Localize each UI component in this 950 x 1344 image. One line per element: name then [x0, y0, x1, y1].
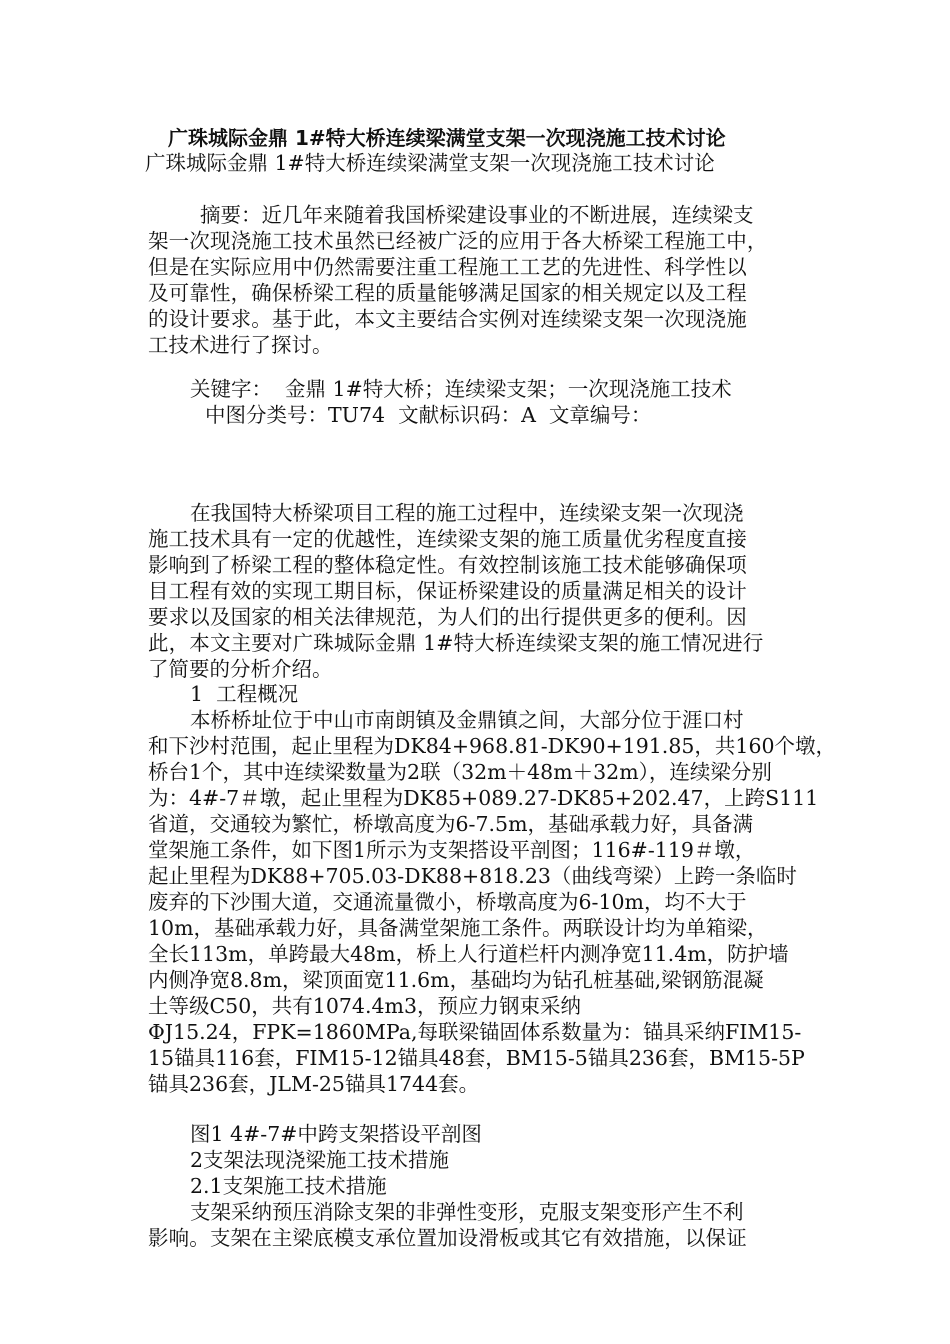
- paragraph-line: 了简要的分析介绍。: [148, 657, 333, 681]
- paragraph-line: 为：4#-7＃墩，起止里程为DK85+089.27-DK85+202.47，上跨S111: [148, 786, 819, 810]
- paragraph-line: 和下沙村范围，起止里程为DK84+968.81-DK90+191.85，共160个墩，: [148, 734, 837, 758]
- section-heading-2-1: 2.1支架施工技术措施: [190, 1174, 387, 1198]
- paragraph-line: 目工程有效的实现工期目标，保证桥梁建设的质量满足相关的设计: [148, 579, 747, 603]
- paragraph-line: 桥台1个，其中连续梁数量为2联（32m＋48m＋32m），连续梁分别: [148, 760, 772, 784]
- paragraph-line: 要求以及国家的相关法律规范，为人们的出行提供更多的便利。因: [148, 605, 747, 629]
- section-heading-1: 1 工程概况: [190, 682, 299, 706]
- paragraph-line: 15锚具116套，FIM15-12锚具48套，BM15-5锚具236套，BM15-5P: [148, 1046, 805, 1070]
- abstract-line: 但是在实际应用中仍然需要注重工程施工工艺的先进性、科学性以: [148, 255, 747, 279]
- document-title-bold: 广珠城际金鼎 1#特大桥连续梁满堂支架一次现浇施工技术讨论: [168, 126, 726, 150]
- paragraph-line: 全长113m，单跨最大48m，桥上人行道栏杆内测净宽11.4m，防护墙: [148, 942, 789, 966]
- paragraph-line: ΦJ15.24，FPK=1860MPa,每联梁锚固体系数量为：锚具采纳FIM15-: [148, 1020, 802, 1044]
- paragraph-line: 锚具236套，JLM-25锚具1744套。: [148, 1072, 480, 1096]
- paragraph-line: 10m，基础承载力好，具备满堂架施工条件。两联设计均为单箱梁，: [148, 916, 768, 940]
- paragraph-line: 省道，交通较为繁忙，桥墩高度为6-7.5m，基础承载力好，具备满: [148, 812, 754, 836]
- paragraph-line: 影响。支架在主梁底模支承位置加设滑板或其它有效措施，以保证: [148, 1226, 747, 1250]
- paragraph-line: 废弃的下沙围大道，交通流量微小，桥墩高度为6-10m，均不大于: [148, 890, 747, 914]
- paragraph-line: 起止里程为DK88+705.03-DK88+818.23（曲线弯梁）上跨一条临时: [148, 864, 797, 888]
- keywords: 关键字： 金鼎 1#特大桥；连续梁支架；一次现浇施工技术: [190, 377, 732, 401]
- paragraph-line: 本桥桥址位于中山市南朗镇及金鼎镇之间，大部分位于涯口村: [190, 708, 744, 732]
- document-title: 广珠城际金鼎 1#特大桥连续梁满堂支架一次现浇施工技术讨论: [145, 151, 715, 175]
- section-heading-2: 2支架法现浇梁施工技术措施: [190, 1148, 450, 1172]
- abstract-line: 的设计要求。基于此，本文主要结合实例对连续梁支架一次现浇施: [148, 307, 747, 331]
- abstract-line: 工技术进行了探讨。: [148, 333, 333, 357]
- paragraph-line: 内侧净宽8.8m，梁顶面宽11.6m，基础均为钻孔桩基础,梁钢筋混凝: [148, 968, 764, 992]
- paragraph-line: 堂架施工条件，如下图1所示为支架搭设平剖图；116#-119＃墩，: [148, 838, 756, 862]
- abstract-line: 摘要：近几年来随着我国桥梁建设事业的不断进展，连续梁支: [200, 203, 754, 227]
- paragraph-line: 此，本文主要对广珠城际金鼎 1#特大桥连续梁支架的施工情况进行: [148, 631, 764, 655]
- classification: 中图分类号：TU74 文献标识码：A 文章编号：: [205, 403, 652, 427]
- paragraph-line: 土等级C50，共有1074.4m3，预应力钢束采纳: [148, 994, 581, 1018]
- abstract-line: 及可靠性，确保桥梁工程的质量能够满足国家的相关规定以及工程: [148, 281, 747, 305]
- paragraph-line: 影响到了桥梁工程的整体稳定性。有效控制该施工技术能够确保项: [148, 553, 747, 577]
- paragraph-line: 在我国特大桥梁项目工程的施工过程中，连续梁支架一次现浇: [190, 501, 744, 525]
- paragraph-line: 施工技术具有一定的优越性，连续梁支架的施工质量优劣程度直接: [148, 527, 747, 551]
- paragraph-line: 支架采纳预压消除支架的非弹性变形，克服支架变形产生不利: [190, 1200, 744, 1224]
- figure-caption: 图1 4#-7#中跨支架搭设平剖图: [190, 1122, 482, 1146]
- abstract-line: 架一次现浇施工技术虽然已经被广泛的应用于各大桥梁工程施工中，: [148, 229, 768, 253]
